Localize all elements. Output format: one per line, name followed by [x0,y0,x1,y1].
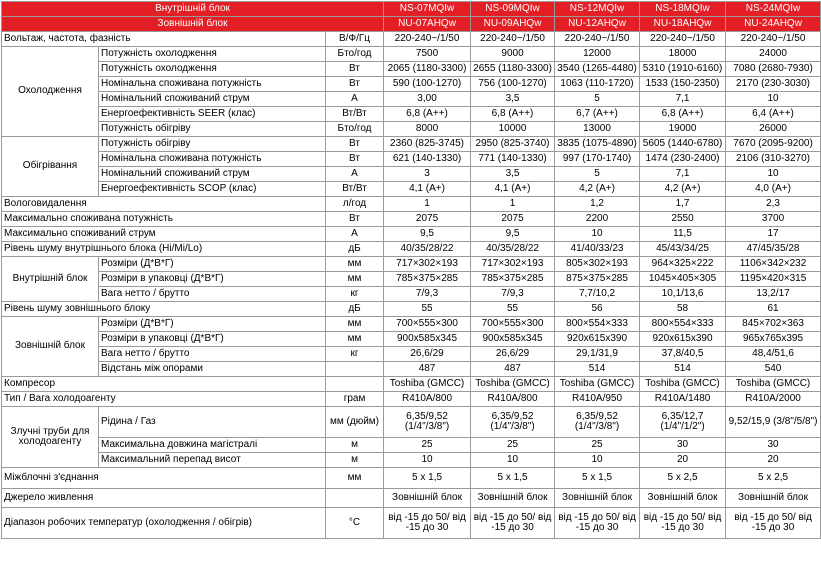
cell-value: 18000 [640,47,726,62]
cell-value: 3835 (1075-4890) [555,137,640,152]
cell-value: 41/40/33/23 [555,242,640,257]
row-label: Максимально споживаний струм [2,227,326,242]
cell-value: 11,5 [640,227,726,242]
row-label: Максимальна довжина магістралі [99,438,326,453]
row-unit: кг [326,347,384,362]
row-label: Міжблочні з'єднання [2,468,326,489]
cell-value: Toshiba (GMCC) [726,377,821,392]
row-label: Максимально споживана потужність [2,212,326,227]
cell-value: 37,8/40,5 [640,347,726,362]
row-label: Енергоефективність SEER (клас) [99,107,326,122]
table-row [2,392,821,407]
cell-value: Зовнішній блок [640,489,726,508]
row-label: Розміри (Д*В*Г) [99,317,326,332]
cell-value: 61 [726,302,821,317]
row-unit: А [326,227,384,242]
cell-value: Toshiba (GMCC) [640,377,726,392]
cell-value: 25 [384,438,471,453]
row-label: Рівень шуму внутрішнього блока (Hi/Mi/Lo) [2,242,326,257]
cell-value: від -15 до 50/ від -15 до 30 [471,508,555,539]
cell-value: 717×302×193 [471,257,555,272]
cell-value: 1045×405×305 [640,272,726,287]
cell-value: 40/35/28/22 [384,242,471,257]
row-unit: Вт [326,137,384,152]
row-unit: м [326,438,384,453]
cell-value: 47/45/35/28 [726,242,821,257]
row-unit: А [326,167,384,182]
cell-value: 6,8 (A++) [471,107,555,122]
row-unit: Вт [326,212,384,227]
cell-value: 5 x 1,5 [384,468,471,489]
cell-value: 25 [471,438,555,453]
row-label: Номінальна споживана потужність [99,152,326,167]
row-label: Діапазон робочих температур (охолодження / обігрів) [2,508,326,539]
cell-value: 29,1/31,9 [555,347,640,362]
model-header: NS-24MQIw [726,2,821,17]
cell-value: 4,1 (A+) [384,182,471,197]
table-row [2,107,821,122]
cell-value: 220-240~/1/50 [384,32,471,47]
row-unit [326,362,384,377]
cell-value: 3,5 [471,167,555,182]
cell-value: 6,4 (A++) [726,107,821,122]
cell-value: 621 (140-1330) [384,152,471,167]
cell-value: 920x615x390 [555,332,640,347]
table-row [2,122,821,137]
cell-value: 3,5 [471,92,555,107]
cell-value: 10 [726,167,821,182]
cell-value: 9000 [471,47,555,62]
table-row [2,287,821,302]
table-row [2,407,821,438]
table-row [2,317,821,332]
row-label: Вага нетто / брутто [99,287,326,302]
cell-value: 540 [726,362,821,377]
row-unit: кг [326,287,384,302]
group-indoor-unit: Внутрішній блок [2,257,99,302]
cell-value: 2550 [640,212,726,227]
row-label: Потужність охолодження [99,47,326,62]
row-unit: Вт [326,77,384,92]
row-label: Рідина / Газ [99,407,326,438]
table-row [2,212,821,227]
cell-value: 1106×342×232 [726,257,821,272]
table-row [2,257,821,272]
cell-value: 7/9,3 [384,287,471,302]
row-unit: мм [326,317,384,332]
cell-value: 756 (100-1270) [471,77,555,92]
row-label: Потужність охолодження [99,62,326,77]
cell-value: R410A/1480 [640,392,726,407]
cell-value: 9,5 [384,227,471,242]
cell-value: 10 [555,453,640,468]
cell-value: 10,1/13,6 [640,287,726,302]
group-heating: Обігрівання [2,137,99,197]
table-row [2,468,821,489]
table-row [2,152,821,167]
table-row [2,227,821,242]
cell-value: 8000 [384,122,471,137]
cell-value: 7,1 [640,92,726,107]
row-label: Номінальний споживаний струм [99,92,326,107]
row-unit: Вт/Вт [326,182,384,197]
row-unit: Бто/год [326,122,384,137]
row-unit: мм [326,468,384,489]
row-unit: дБ [326,242,384,257]
table-row [2,182,821,197]
cell-value: 800×554×333 [640,317,726,332]
indoor-unit-header: Внутрішній блок [2,2,384,17]
cell-value: 220-240~/1/50 [726,32,821,47]
cell-value: 6,35/9,52 (1/4"/3/8") [471,407,555,438]
cell-value: 920x615x390 [640,332,726,347]
cell-value: 5605 (1440-6780) [640,137,726,152]
table-row [2,377,821,392]
row-unit: Бто/год [326,47,384,62]
table-row [2,347,821,362]
table-row [2,332,821,347]
row-unit: мм (дюйм) [326,407,384,438]
cell-value: 2,3 [726,197,821,212]
cell-value: 55 [384,302,471,317]
cell-value: 800×554×333 [555,317,640,332]
cell-value: 6,8 (A++) [640,107,726,122]
row-unit: мм [326,332,384,347]
cell-value: 717×302×193 [384,257,471,272]
table-row [2,453,821,468]
cell-value: 5 [555,167,640,182]
cell-value: 6,35/9,52 (1/4"/3/8") [555,407,640,438]
group-refrigerant-pipes: Злучні труби для холодоагенту [2,407,99,468]
model-header: NU-24AHQw [726,17,821,32]
cell-value: 56 [555,302,640,317]
cell-value: 1 [471,197,555,212]
cell-value: 220-240~/1/50 [471,32,555,47]
cell-value: 26,6/29 [471,347,555,362]
cell-value: 10 [384,453,471,468]
model-header: NU-18AHQw [640,17,726,32]
header-row-indoor [2,2,821,17]
row-label: Розміри в упаковці (Д*В*Г) [99,332,326,347]
row-label: Потужність обігріву [99,122,326,137]
cell-value: від -15 до 50/ від -15 до 30 [640,508,726,539]
cell-value: Зовнішній блок [555,489,640,508]
cell-value: 1,2 [555,197,640,212]
cell-value: 5 [555,92,640,107]
row-label: Максимальний перепад висот [99,453,326,468]
table-row [2,508,821,539]
cell-value: 590 (100-1270) [384,77,471,92]
cell-value: 900x585x345 [384,332,471,347]
cell-value: від -15 до 50/ від -15 до 30 [726,508,821,539]
header-row-outdoor [2,17,821,32]
cell-value: 1195×420×315 [726,272,821,287]
table-row [2,272,821,287]
cell-value: 5 x 1,5 [555,468,640,489]
cell-value: R410A/950 [555,392,640,407]
row-label: Розміри в упаковці (Д*В*Г) [99,272,326,287]
cell-value: 7670 (2095-9200) [726,137,821,152]
cell-value: Зовнішній блок [384,489,471,508]
cell-value: 12000 [555,47,640,62]
cell-value: 10 [471,453,555,468]
cell-value: 4,2 (A+) [555,182,640,197]
cell-value: 13000 [555,122,640,137]
cell-value: 997 (170-1740) [555,152,640,167]
table-row [2,362,821,377]
table-row [2,489,821,508]
cell-value: 487 [471,362,555,377]
cell-value: 2170 (230-3030) [726,77,821,92]
row-label: Номінальний споживаний струм [99,167,326,182]
cell-value: 5 x 1,5 [471,468,555,489]
cell-value: 487 [384,362,471,377]
row-unit: мм [326,272,384,287]
row-unit: Вт [326,62,384,77]
cell-value: 845×702×363 [726,317,821,332]
outdoor-unit-header: Зовнішній блок [2,17,384,32]
cell-value: 2200 [555,212,640,227]
cell-value: 1063 (110-1720) [555,77,640,92]
cell-value: 6,8 (A++) [384,107,471,122]
cell-value: 6,35/12,7 (1/4"/1/2") [640,407,726,438]
cell-value: R410A/800 [384,392,471,407]
group-outdoor-unit: Зовнішній блок [2,317,99,377]
group-cooling: Охолодження [2,47,99,137]
row-unit: л/год [326,197,384,212]
cell-value: 220-240~/1/50 [555,32,640,47]
cell-value: 5 x 2,5 [640,468,726,489]
cell-value: 3,00 [384,92,471,107]
cell-value: 6,7 (A++) [555,107,640,122]
cell-value: 875×375×285 [555,272,640,287]
cell-value: 2950 (825-3740) [471,137,555,152]
row-label: Вологовидалення [2,197,326,212]
cell-value: 17 [726,227,821,242]
row-unit [326,489,384,508]
cell-value: від -15 до 50/ від -15 до 30 [555,508,640,539]
cell-value: 7/9,3 [471,287,555,302]
cell-value: Зовнішній блок [471,489,555,508]
row-label: Вага нетто / брутто [99,347,326,362]
cell-value: 964×325×222 [640,257,726,272]
model-header: NU-07AHQw [384,17,471,32]
cell-value: 30 [726,438,821,453]
cell-value: 5 x 2,5 [726,468,821,489]
cell-value: 2065 (1180-3300) [384,62,471,77]
row-label: Потужність обігріву [99,137,326,152]
table-row [2,242,821,257]
cell-value: 55 [471,302,555,317]
table-row [2,62,821,77]
row-label: Енергоефективність SCOP (клас) [99,182,326,197]
row-unit [326,377,384,392]
cell-value: 2075 [384,212,471,227]
cell-value: 26,6/29 [384,347,471,362]
row-unit: дБ [326,302,384,317]
cell-value: 1474 (230-2400) [640,152,726,167]
row-unit: В/Ф/Гц [326,32,384,47]
cell-value: 3540 (1265-4480) [555,62,640,77]
cell-value: 40/35/28/22 [471,242,555,257]
row-unit: м [326,453,384,468]
cell-value: 514 [640,362,726,377]
table-row [2,47,821,62]
row-unit: Вт [326,152,384,167]
cell-value: 700×555×300 [384,317,471,332]
table-row [2,77,821,92]
row-unit: грам [326,392,384,407]
cell-value: 805×302×193 [555,257,640,272]
cell-value: 2106 (310-3270) [726,152,821,167]
cell-value: Зовнішній блок [726,489,821,508]
cell-value: Toshiba (GMCC) [555,377,640,392]
cell-value: 1 [384,197,471,212]
cell-value: 9,5 [471,227,555,242]
model-header: NU-09AHQw [471,17,555,32]
table-row [2,197,821,212]
cell-value: 7,7/10,2 [555,287,640,302]
cell-value: 965x765x395 [726,332,821,347]
spec-table [1,1,821,539]
cell-value: 13,2/17 [726,287,821,302]
cell-value: 48,4/51,6 [726,347,821,362]
cell-value: 1,7 [640,197,726,212]
cell-value: 785×375×285 [471,272,555,287]
cell-value: R410A/800 [471,392,555,407]
cell-value: 7080 (2680-7930) [726,62,821,77]
model-header: NU-12AHQw [555,17,640,32]
cell-value: 30 [640,438,726,453]
cell-value: 4,0 (A+) [726,182,821,197]
table-row [2,92,821,107]
cell-value: 3700 [726,212,821,227]
row-label: Джерело живлення [2,489,326,508]
cell-value: 4,2 (A+) [640,182,726,197]
cell-value: 10 [555,227,640,242]
cell-value: 2075 [471,212,555,227]
cell-value: 7,1 [640,167,726,182]
cell-value: від -15 до 50/ від -15 до 30 [384,508,471,539]
cell-value: Toshiba (GMCC) [471,377,555,392]
cell-value: 10 [726,92,821,107]
model-header: NS-18MQIw [640,2,726,17]
cell-value: 771 (140-1330) [471,152,555,167]
cell-value: 7500 [384,47,471,62]
row-unit: °С [326,508,384,539]
model-header: NS-09MQIw [471,2,555,17]
row-unit: А [326,92,384,107]
cell-value: 514 [555,362,640,377]
cell-value: 10000 [471,122,555,137]
row-unit: мм [326,257,384,272]
cell-value: 24000 [726,47,821,62]
cell-value: 785×375×285 [384,272,471,287]
row-label: Компресор [2,377,326,392]
cell-value: 900x585x345 [471,332,555,347]
table-row [2,167,821,182]
row-label: Відстань між опорами [99,362,326,377]
table-row [2,438,821,453]
table-row [2,32,821,47]
table-row [2,302,821,317]
cell-value: 25 [555,438,640,453]
cell-value: 4,1 (A+) [471,182,555,197]
cell-value: 26000 [726,122,821,137]
cell-value: 2360 (825-3745) [384,137,471,152]
cell-value: 3 [384,167,471,182]
cell-value: R410A/2000 [726,392,821,407]
cell-value: 45/43/34/25 [640,242,726,257]
cell-value: 9,52/15,9 (3/8"/5/8") [726,407,821,438]
cell-value: 20 [640,453,726,468]
cell-value: 1533 (150-2350) [640,77,726,92]
cell-value: 6,35/9,52 (1/4"/3/8") [384,407,471,438]
row-unit: Вт/Вт [326,107,384,122]
cell-value: 19000 [640,122,726,137]
model-header: NS-12MQIw [555,2,640,17]
cell-value: 700×555×300 [471,317,555,332]
cell-value: 220-240~/1/50 [640,32,726,47]
row-label: Вольтаж, частота, фазність [2,32,326,47]
cell-value: 20 [726,453,821,468]
table-row [2,137,821,152]
cell-value: 58 [640,302,726,317]
cell-value: 2655 (1180-3300) [471,62,555,77]
cell-value: 5310 (1910-6160) [640,62,726,77]
row-label: Номінальна споживана потужність [99,77,326,92]
model-header: NS-07MQIw [384,2,471,17]
row-label: Тип / Вага холодоагенту [2,392,326,407]
row-label: Рівень шуму зовнішнього блоку [2,302,326,317]
row-label: Розміри (Д*В*Г) [99,257,326,272]
cell-value: Toshiba (GMCC) [384,377,471,392]
